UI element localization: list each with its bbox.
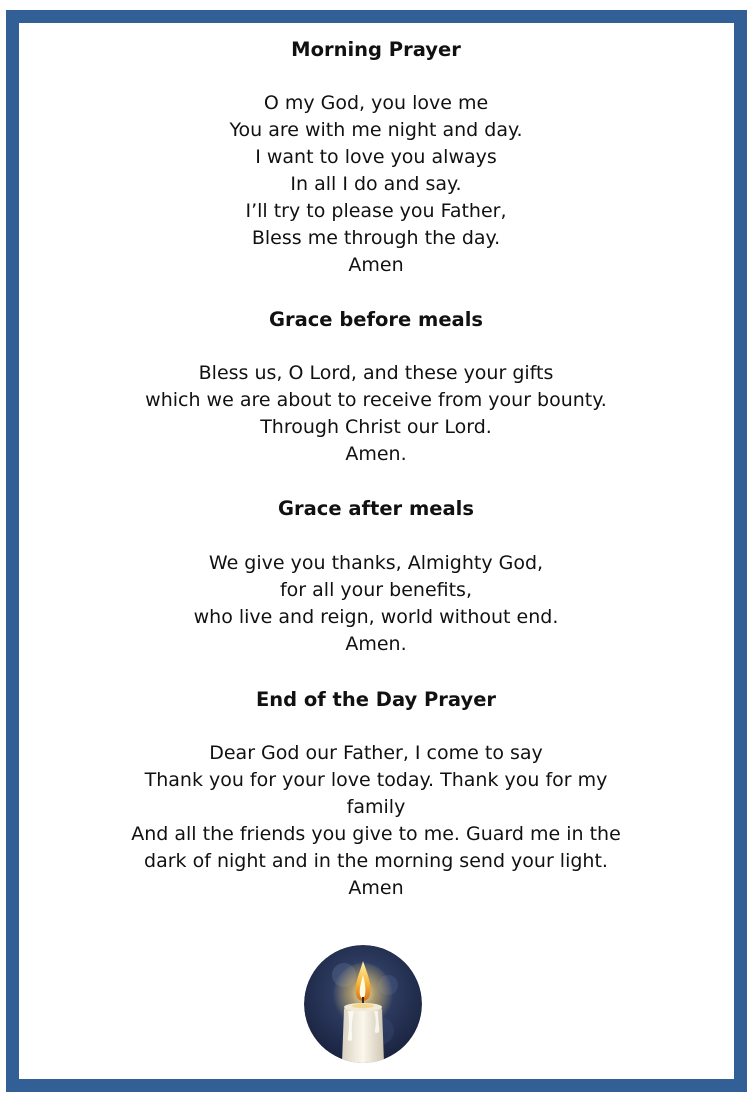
prayer-line: dark of night and in the morning send your light. [144, 850, 608, 872]
grace-after-meals-section [0, 495, 752, 658]
prayer-line: I want to love you always [255, 146, 497, 168]
prayer-line: I’ll try to please you Father, [245, 200, 507, 222]
end-of-day-prayer-section [0, 686, 752, 902]
prayer-line: Thank you for your love today. Thank you for my [144, 769, 608, 791]
prayer-line: Amen. [345, 443, 407, 465]
prayer-line: O my God, you love me [263, 92, 489, 114]
prayer-line: Through Christ our Lord. [260, 416, 492, 438]
grace-after-meals-title: Grace after meals [278, 497, 474, 520]
grace-after-meals-text [0, 550, 752, 658]
prayer-line: Amen [348, 254, 404, 276]
prayer-line: for all your benefits, [279, 579, 472, 601]
prayer-line: You are with me night and day. [229, 119, 523, 141]
grace-before-meals-title: Grace before meals [268, 308, 484, 331]
prayer-line: who live and reign, world without end. [193, 606, 559, 628]
morning-prayer-text [0, 90, 752, 279]
prayer-line: family [346, 796, 406, 818]
prayer-line: And all the friends you give to me. Guard me in the [131, 823, 621, 845]
prayer-line: In all I do and say. [290, 173, 462, 195]
prayer-line: Amen [348, 877, 404, 899]
prayer-line: Dear God our Father, I come to say [209, 742, 543, 764]
grace-before-meals-section [0, 306, 752, 468]
end-of-day-prayer-text [0, 740, 752, 902]
grace-before-meals-text [0, 360, 752, 468]
prayer-sheet [0, 36, 752, 902]
prayer-line: We give you thanks, Almighty God, [208, 552, 544, 574]
prayer-line: which we are about to receive from your bounty. [145, 389, 607, 411]
morning-prayer-section [0, 36, 752, 279]
candle-icon [304, 945, 422, 1063]
morning-prayer-title: Morning Prayer [291, 38, 461, 61]
prayer-line: Bless us, O Lord, and these your gifts [198, 362, 554, 384]
prayer-line: Amen. [345, 633, 407, 655]
end-of-day-prayer-title: End of the Day Prayer [255, 688, 497, 711]
prayer-line: Bless me through the day. [251, 227, 501, 249]
